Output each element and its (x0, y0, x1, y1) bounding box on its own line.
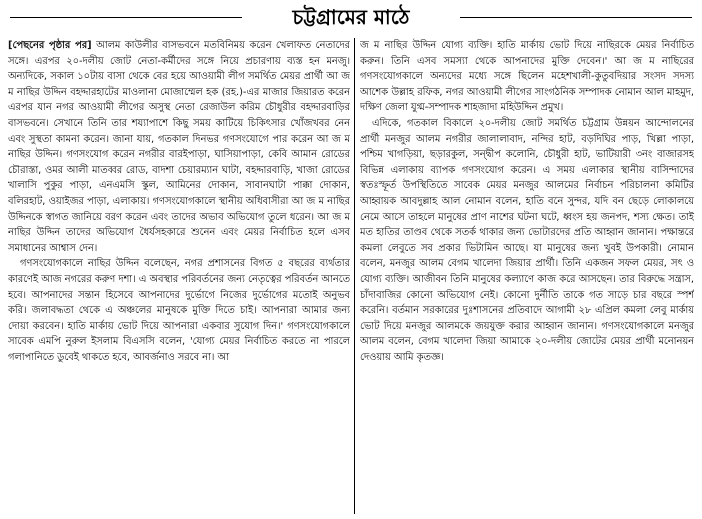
left-paragraph-1-text: আলম কাউলীর বাসভবনে মতবিনিময় করেন খেলাফত নেতাদের সঙ্গে। এরপর ২০-দলীয় জোট নেতা-কর্মীদের সঙ্গে নিয়ে প্রচারণায় ব্যস্ত হন মনজু। অন্যদিকে, সকাল ১০টায় বাসা থেকে বের হয়ে আওয়ামী লীগ সমর্থিত মেয়র প্রার্থী আ জ ম নাছির উদ্দিন বহদ্দারহাটের মাওলানা মোজাম্মেল হক (রহ.)-এর মাজার জিয়ারত করেন এরপর যান নগর আওয়ামী লীগের অসুস্থ নেতা রেজাউল করিম চৌধুরীর বহদ্দারবাড়ির বাসভবনে। সেখানে তিনি তার শয্যাপাশে কিছু সময় কাটিয়ে চিকিৎসার খোঁজখবর নেন এবং সুস্থতা কামনা করেন। জানা যায়, গতকাল দিনভর গণসংযোগে পার করেন আ জ ম নাছির উদ্দিন। গণসংযোগ করেন নগরীর বারইপাড়া, ঘাসিয়াপাড়া, কেবি আমান রোডের চৌরাস্তা, ওমর আলী মাতব্বর রোড, বাদশা চেয়ারম্যান ঘাটা, বহদ্দারবাড়ি, খাজা রোডের খালাসি পুকুর পাড়া, এনএমসি স্কুল, আমিনের দোকান, সাবানঘাটা পাক্কা দোকান, বলিরহাট, ওয়াইজর পাড়া, এলাকায়। গণসংযোগকালে স্থানীয় অধিবাসীরা আ জ ম নাছির উদ্দিনকে স্বাগত জানিয়ে বরণ করেন এবং তাদের অভাব অভিযোগ তুলে ধরেন। আ জ ম নাছির উদ্দিন তাদের অভিযোগ ধৈর্যসহকারে শুনেন এবং মেয়র নির্বাচিত হলে এসব সমাধানের আশ্বাস দেন। (8, 40, 350, 254)
left-column (8, 38, 350, 516)
column-divider (354, 38, 355, 514)
headline: চট্টগ্রামের মাঠে (292, 5, 410, 29)
headline-rule-left (10, 17, 242, 18)
right-column (360, 38, 694, 516)
left-paragraph-1 (8, 38, 350, 256)
continuation-label: [পেছনের পৃষ্ঠার পর] (8, 40, 92, 51)
right-paragraph-2: এদিকে, গতকাল বিকালে ২০-দলীয় জোট সমর্থিত চট্টগ্রাম উন্নয়ন আন্দোলনের প্রার্থী মনজুর আলম নগরীর জালালাবাদ, নন্দির হাট, বড়দিঘির পাড়, খিল্লা পাড়া, পশ্চিম খাগড়িয়া, ছড়ারকুল, সন্দ্বীপ কলোনি, চৌধুরী হাট, ভাটিয়ারী ৩নং বাজারসহ বিভিন্ন এলাকায় ব্যাপক গণসংযোগ করেন। এ সময় এলাকার স্থানীয় বাসিন্দাদের স্বতঃস্ফূর্ত উপস্থিতিতে সাবেক মেয়র মনজুর আলমের নির্বাচন পরিচালনা কমিটির আহ্বায়ক আবদুল্লাহ আল নোমান বলেন, হাতি বনে সুন্দর, যদি বন ছেড়ে লোকালয়ে নেমে আসে তাহলে মানুষের প্রাণ নাশের ঘটনা ঘটে, ধ্বংস হয় জনপদ, শস্য ক্ষেত। তাই মত হাতির তাণ্ডব থেকে সতর্ক থাকার জন্য ভোটারদের প্রতি আহ্বান জানান। পক্ষান্তরে কমলা লেবুতে সব প্রকার ভিটামিন আছে। যা মানুষের জন্য খুবই উপকারী। নোমান বলেন, মনজুর আলম বেগম খালেদা জিয়ার প্রার্থী। তিনি একজন সফল মেয়র, সৎ ও যোগ্য ব্যক্তি। আজীবন তিনি মানুষের কল্যাণে কাজ করে আসছেন। তার বিরুদ্ধে সন্ত্রাস, চাঁদাবাজির কোনো অভিযোগ নেই। কোনো দুর্নীতি তাকে গত সাড়ে চার বছরে স্পর্শ করেনি। বর্তমান সরকারের দুঃশাসনের প্রতিবাদে আগামী ২৮ এপ্রিল কমলা লেবু মার্কায় ভোট দিয়ে মনজুর আলমকে জয়যুক্ত করার আহ্বান জানান। গণসংযোগকালে মনজুর আলম বলেন, বেগম খালেদা জিয়া আমাকে ২০-দলীয় জোটের মেয়র প্রার্থী মনোনয়ন দেওয়ায় আমি কৃতজ্ঞ। (360, 117, 694, 363)
headline-rule-right (460, 17, 692, 18)
right-paragraph-1: জ ম নাছির উদ্দিন যোগ্য ব্যক্তি। হাতি মার্কায় ভোট দিয়ে নাছিরকে মেয়র নির্বাচিত করুন। তিনি এসব সমস্যা থেকে আপনাদের মুক্তি দেবেন।' আ জ ম নাছিরের গণসংযোগকালে অন্যদের মধ্যে সঙ্গে ছিলেন মহেশখালী-কুতুবদিয়ার সংসদ সদস্য আশেক উল্লাহ রফিক, নগর আওয়ামী লীগের সাংগঠনিক সম্পাদক নোমান আল মাহমুদ, দক্ষিণ জেলা যুগ্ম-সম্পাদক শাহজাদা মহিউদ্দিন প্রমুখ। (360, 40, 694, 114)
left-paragraph-2: গণসংযোগকালে নাছির উদ্দিন বলেছেন, নগর প্রশাসনের বিগত ৫ বছরের ব্যর্থতার কারণেই আজ নগরের করুণ দশা। এ অবস্থার পরিবর্তনের জন্য নেতৃত্বের পরিবর্তন আনতে হবে। আপনাদের সন্তান হিসেবে আপনাদের দুর্ভোগে নিজের দুর্ভোগের মতোই অনুভব করি। জলাবদ্ধতা থেকে এ অঞ্চলের মানুষকে মুক্তি দিতে চাই। আপনারা আমার জন্য দোয়া করবেন। হাতি মার্কায় ভোট দিয়ে আপনারা একবার সুযোগ দিন।' গণসংযোগকালে সাবেক এমপি নুরুল ইসলাম বিএসসি বলেন, 'যোগ্য মেয়র নির্বাচিত করতে না পারলে গলাপানিতে ডুবেই থাকতে হবে, আবর্জনাও সরবে না। আ (8, 258, 350, 363)
